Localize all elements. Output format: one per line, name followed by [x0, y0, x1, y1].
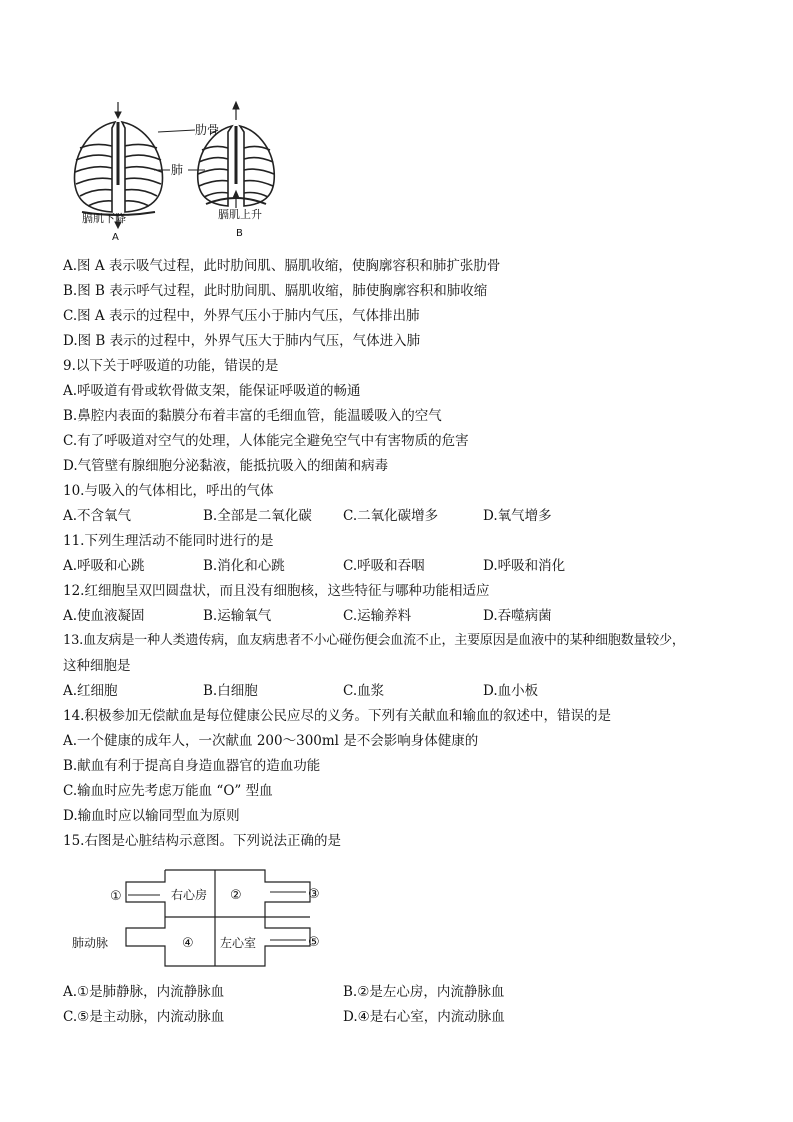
q9-option-b: B.鼻腔内表面的黏膜分布着丰富的毛细血管，能温暖吸入的空气 — [63, 408, 442, 424]
q8-option-c: C.图 A 表示的过程中，外界气压小于肺内气压，气体排出肺 — [63, 308, 420, 324]
letter-b: B — [236, 228, 243, 239]
arrow-down-top-a — [115, 102, 121, 118]
heart-outline — [126, 870, 310, 966]
q10-option-c: C.二氧化碳增多 — [343, 508, 439, 524]
q9-option-a: A.呼吸道有骨或软骨做支架，能保证呼吸道的畅通 — [63, 383, 361, 399]
q12-option-a: A.使血液凝固 — [63, 608, 145, 624]
lung-label: 肺 — [171, 163, 184, 177]
q9-option-d: D.气管壁有腺细胞分泌黏液，能抵抗吸入的细菌和病毒 — [63, 458, 389, 474]
pulmonary-artery-label: 肺动脉 — [72, 936, 109, 950]
q10-option-b: B.全部是二氧化碳 — [203, 508, 312, 524]
label-5: ⑤ — [308, 935, 320, 950]
q13-option-d: D.血小板 — [483, 683, 539, 699]
q8-option-a: A.图 A 表示吸气过程，此时肋间肌、膈肌收缩，使胸廓容积和肺扩张肋骨 — [63, 258, 501, 274]
q9-stem: 9.以下关于呼吸道的功能，错误的是 — [63, 358, 279, 374]
heart-leader-lines — [128, 892, 306, 940]
left-ventricle-label: 左心室 — [220, 936, 257, 950]
caption-a: 膈肌下降 — [82, 212, 126, 225]
q10-stem: 10.与吸入的气体相比，呼出的气体 — [63, 483, 274, 499]
arrow-up-bottom-b — [233, 191, 239, 208]
label-1: ① — [110, 889, 122, 904]
q8-option-b: B.图 B 表示呼气过程，此时肋间肌、膈肌收缩，肺使胸廓容积和肺收缩 — [63, 283, 488, 299]
letter-a: A — [112, 232, 119, 243]
q13-option-a: A.红细胞 — [63, 683, 118, 699]
q11-stem: 11.下列生理活动不能同时进行的是 — [63, 533, 274, 549]
q15-stem: 15.右图是心脏结构示意图。下列说法正确的是 — [63, 833, 341, 849]
label-4: ④ — [182, 936, 194, 951]
label-2: ② — [230, 888, 242, 903]
rib-label: 肋骨 — [195, 123, 220, 137]
q15-option-d: D.④是右心室，内流动脉血 — [343, 1009, 505, 1025]
q15-option-c: C.⑤是主动脉，内流动脉血 — [63, 1009, 225, 1025]
q11-option-b: B.消化和心跳 — [203, 558, 285, 574]
q14-stem: 14.积极参加无偿献血是每位健康公民应尽的义务。下列有关献血和输血的叙述中，错误的是 — [63, 708, 611, 724]
q15-option-b: B.②是左心房，内流静脉血 — [343, 984, 505, 1000]
q14-option-d: D.输血时应以输同型血为原则 — [63, 808, 240, 824]
caption-b: 膈肌上升 — [218, 208, 262, 221]
q11-option-d: D.呼吸和消化 — [483, 558, 566, 574]
heart-figure — [70, 862, 340, 974]
q12-option-c: C.运输养料 — [343, 608, 412, 624]
q12-option-b: B.运输氧气 — [203, 608, 272, 624]
q10-option-d: D.氧气增多 — [483, 508, 552, 524]
lungs-figure — [60, 100, 290, 248]
q14-option-a: A.一个健康的成年人，一次献血 200～300ml 是不会影响身体健康的 — [63, 733, 479, 749]
label-3: ③ — [308, 887, 320, 902]
q11-option-c: C.呼吸和吞咽 — [343, 558, 425, 574]
right-atrium-label: 右心房 — [171, 888, 208, 902]
q13-option-b: B.白细胞 — [203, 683, 258, 699]
q12-option-d: D.吞噬病菌 — [483, 608, 552, 624]
q14-option-b: B.献血有利于提高自身造血器官的造血功能 — [63, 758, 321, 774]
q13-option-c: C.血浆 — [343, 683, 385, 699]
q13-stem-line-2: 这种细胞是 — [63, 658, 131, 674]
q15-option-a: A.①是肺静脉，内流静脉血 — [63, 984, 225, 1000]
q10-option-a: A.不含氧气 — [63, 508, 132, 524]
q14-option-c: C.输血时应先考虑万能血 “O” 型血 — [63, 783, 273, 799]
thorax-a-drawing — [74, 122, 162, 215]
q8-option-d: D.图 B 表示的过程中，外界气压大于肺内气压，气体进入肺 — [63, 333, 421, 349]
q12-stem: 12.红细胞呈双凹圆盘状，而且没有细胞核，这些特征与哪种功能相适应 — [63, 583, 490, 599]
q13-stem-line-1: 13.血友病是一种人类遗传病，血友病患者不小心碰伤便会血流不止，主要原因是血液中的某种细胞数量较少， — [63, 633, 685, 648]
q11-option-a: A.呼吸和心跳 — [63, 558, 145, 574]
arrow-up-top-b — [233, 102, 239, 120]
q9-option-c: C.有了呼吸道对空气的处理，人体能完全避免空气中有害物质的危害 — [63, 433, 469, 449]
